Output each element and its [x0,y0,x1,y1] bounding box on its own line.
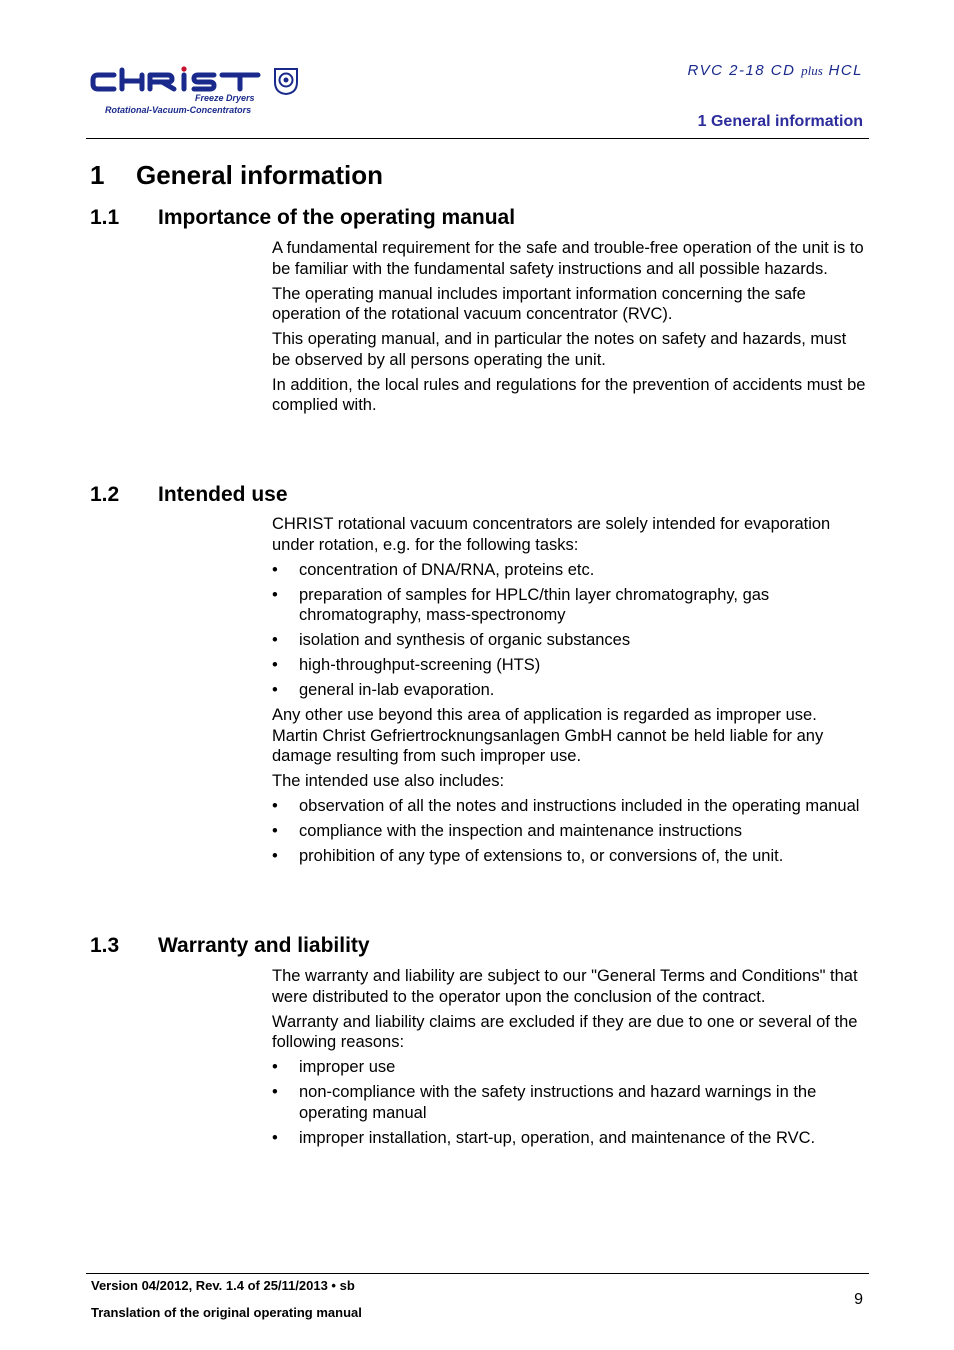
paragraph: A fundamental requirement for the safe and trouble-free operation of the unit is to be familiar with the fundamental safety instructions and all possible hazards. [272,239,864,278]
model-suffix: HCL [828,62,863,79]
list-item: • non-compliance with the safety instructions and hazard warnings in the operating manual [272,1083,817,1122]
bullet-icon: • [272,797,278,815]
bullet-icon: • [272,1128,278,1147]
chapter-heading [90,160,383,191]
christ-wordmark [90,66,266,96]
christ-emblem-icon [272,66,300,96]
bullet-icon: • [272,585,278,604]
model-plus: plus [801,63,823,78]
list-item: • observation of all the notes and instructions included in the operating manual [272,797,860,815]
section-number: 1.1 [90,206,120,229]
paragraph: In addition, the local rules and regulations for the prevention of accidents must be complied with. [272,375,866,414]
logo-tagline-concentrators: Rotational-Vacuum-Concentrators [105,105,252,115]
task-list [272,560,867,701]
paragraph: The intended use also includes: [272,772,505,790]
list-item: • compliance with the inspection and maintenance instructions [272,822,743,840]
chapter-number: 1 [90,160,105,190]
list-item: • general in-lab evaporation. [272,681,495,699]
bullet-icon: • [272,656,278,674]
bullet-icon: • [272,560,278,579]
section-number: 1.3 [90,934,120,957]
model-designation [688,62,863,79]
footer-divider [86,1273,869,1274]
list-item: • high-throughput-screening (HTS) [272,656,541,674]
list-item: • improper use [272,1058,396,1076]
list-item: • concentration of DNA/RNA, proteins etc. [272,560,595,579]
bullet-icon: • [272,1083,278,1101]
list-item: • isolation and synthesis of organic substances [272,631,631,649]
bullet-icon: • [272,822,278,840]
bullet-icon: • [272,847,278,865]
bullet-icon: • [272,681,278,699]
section-heading-1-1 [90,206,515,230]
list-item: • preparation of samples for HPLC/thin layer chromatography, gas chromatography, mass-spectronomy [272,585,770,624]
bullet-icon: • [272,631,278,649]
running-header-title: 1 General information [697,113,863,130]
section-body-1-3 [272,966,867,1153]
paragraph: The warranty and liability are subject to our "General Terms and Conditions" that were distributed to the operator upon the conclusion of the contract. [272,967,858,1006]
paragraph: Warranty and liability claims are excluded if they are due to one or several of the following reasons: [272,1012,858,1051]
list-item: • improper installation, start-up, operation, and maintenance of the RVC. [272,1128,816,1147]
section-title: Importance of the operating manual [158,206,516,229]
christ-logo [90,60,320,120]
paragraph: CHRIST rotational vacuum concentrators are solely intended for evaporation under rotation, e.g. for the following tasks: [272,515,831,554]
model-main: RVC 2-18 CD [687,62,796,79]
paragraph: This operating manual, and in particular the notes on safety and hazards, must be observed by all persons operating the unit. [272,330,847,369]
bullet-icon: • [272,1058,278,1076]
list-item: • prohibition of any type of extensions to, or conversions of, the unit. [272,847,784,865]
chapter-title: General information [136,160,384,190]
logo-tagline-freeze-dryers: Freeze Dryers [195,93,255,103]
paragraph: Any other use beyond this area of application is regarded as improper use. Martin Christ Gefriertrocknungsanlagen GmbH cannot be held liable for any damage resulting from such improper use. [272,706,824,765]
section-number: 1.2 [90,483,120,506]
section-body-1-2 [272,514,867,871]
includes-list [272,796,867,867]
reasons-list [272,1057,867,1148]
paragraph: The operating manual includes important information concerning the safe operation of the rotational vacuum concentrator (RVC). [272,284,806,323]
section-body-1-1 [272,238,867,420]
header-divider [86,138,869,139]
section-heading-1-3 [90,934,370,958]
section-title: Warranty and liability [158,934,370,957]
section-title: Intended use [158,483,288,506]
footer-translation-note: Translation of the original operating manual [91,1305,362,1320]
page-number: 9 [854,1291,863,1308]
section-heading-1-2 [90,483,288,507]
footer-version: Version 04/2012, Rev. 1.4 of 25/11/2013 • sb [91,1278,355,1293]
